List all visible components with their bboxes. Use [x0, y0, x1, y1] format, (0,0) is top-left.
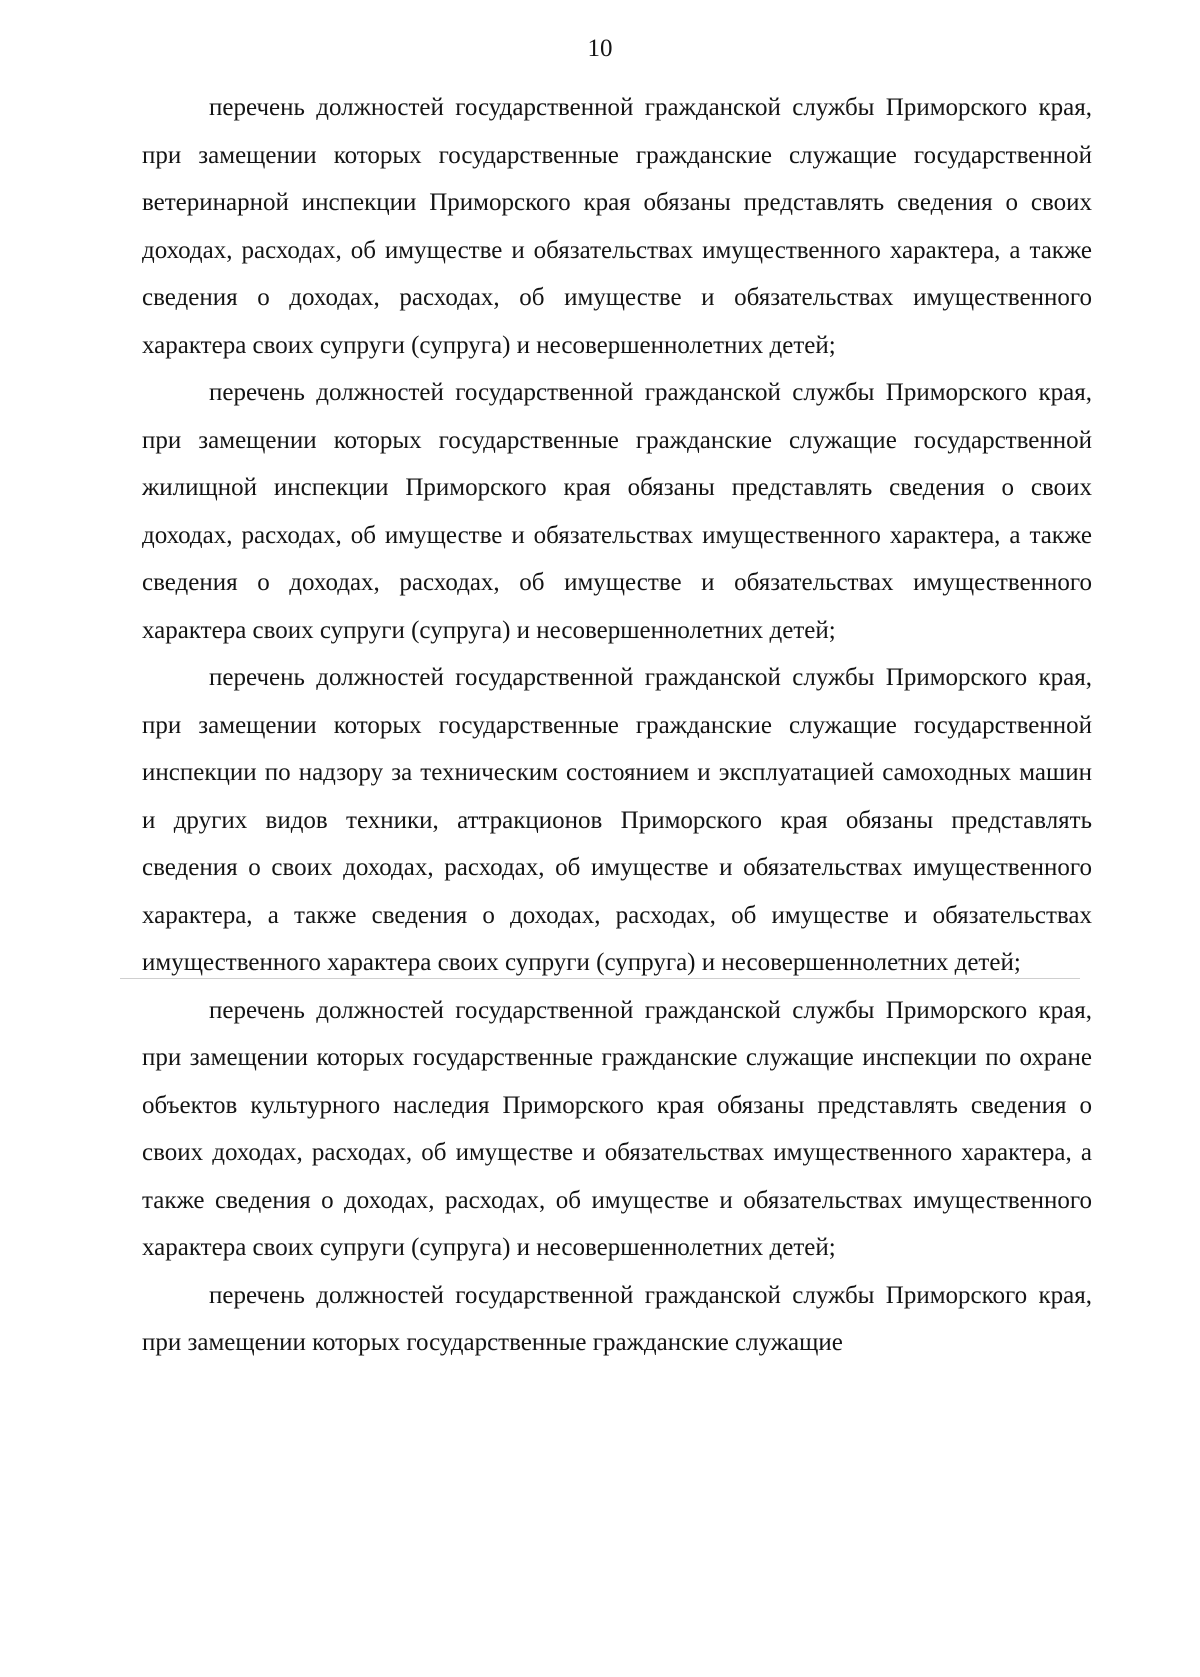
paragraph-cultural-heritage-inspection: перечень должностей государственной гражданской службы Приморского края, при замещении которых государственные гражданские служащие инспекции по охране объектов культурного наследия Приморского края обязаны представлять сведения о своих доходах, расходах, об имуществе и обязательствах имущественного характера, а также сведения о доходах, расходах, об имуществе и обязательствах имущественного характера своих супруги (супруга) и несовершеннолетних детей;	[142, 996, 1092, 1261]
paragraph-veterinary-inspection: перечень должностей государственной гражданской службы Приморского края, при замещении которых государственные гражданские служащие государственной ветеринарной инспекции Приморского края обязаны представлять сведения о своих доходах, расходах, об имуществе и обязательствах имущественного характера, а также сведения о доходах, расходах, об имуществе и обязательствах имущественного характера своих супруги (супруга) и несовершеннолетних детей;	[142, 94, 1092, 359]
page-number: 10	[587, 35, 613, 62]
paragraph-machinery-inspection: перечень должностей государственной гражданской службы Приморского края, при замещении которых государственные гражданские служащие государственной инспекции по надзору за техническим состоянием и эксплуатацией самоходных машин и других видов техники, аттракционов Приморского края обязаны представлять сведения о своих доходах, расходах, об имуществе и обязательствах имущественного характера, а также сведения о доходах, расходах, об имуществе и обязательствах имущественного характера своих супруги (супруга) и несовершеннолетних детей;	[142, 664, 1092, 976]
document-body	[142, 84, 1092, 1367]
paragraph-continued: перечень должностей государственной гражданской службы Приморского края, при замещении которых государственные гражданские служащие	[142, 1281, 1092, 1356]
paragraph-housing-inspection: перечень должностей государственной гражданской службы Приморского края, при замещении которых государственные гражданские служащие государственной жилищной инспекции Приморского края обязаны представлять сведения о своих доходах, расходах, об имуществе и обязательствах имущественного характера, а также сведения о доходах, расходах, об имуществе и обязательствах имущественного характера своих супруги (супруга) и несовершеннолетних детей;	[142, 379, 1092, 644]
